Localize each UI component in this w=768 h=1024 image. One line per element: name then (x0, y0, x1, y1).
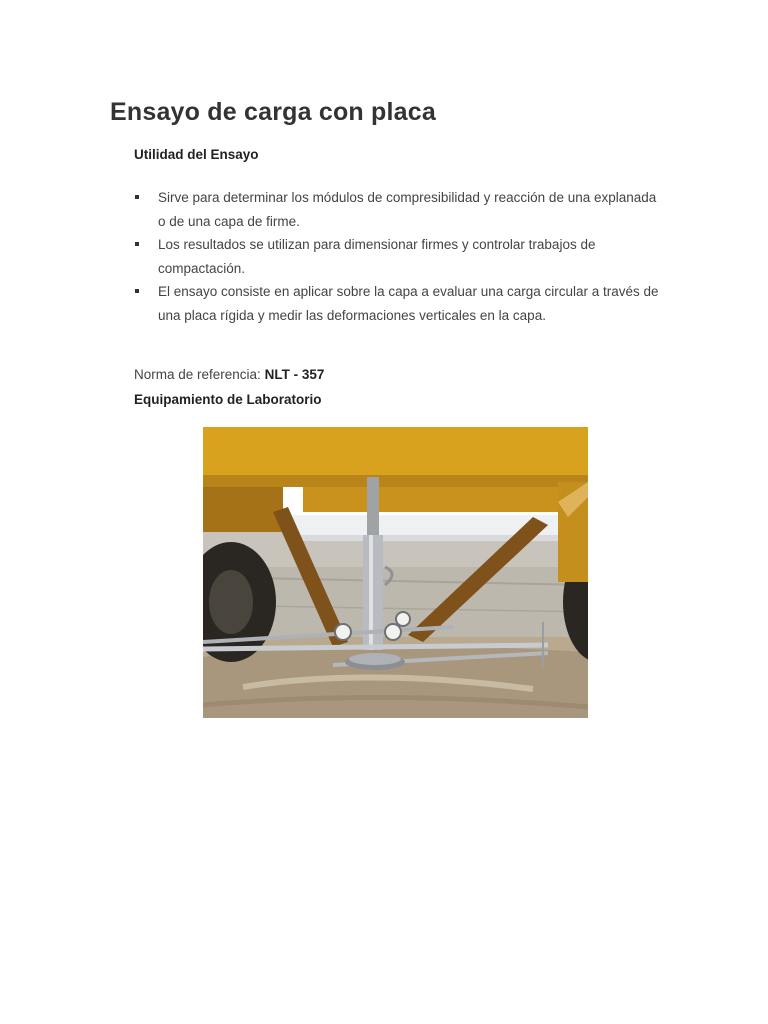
list-item (134, 233, 664, 280)
bullet-square-icon (135, 289, 139, 293)
list-item (134, 186, 664, 233)
list-item-text: Sirve para determinar los módulos de compresibilidad y reacción de una explanada o de una capa de firme. (158, 190, 657, 229)
bullet-square-icon (135, 195, 139, 199)
list-item-text: El ensayo consiste en aplicar sobre la capa a evaluar una carga circular a través de una placa rígida y medir las deformaciones verticales en la capa. (158, 284, 659, 323)
bullet-square-icon (135, 242, 139, 246)
section-heading-utilidad: Utilidad del Ensayo (134, 147, 259, 162)
list-item (134, 280, 664, 327)
utilidad-bullet-list (134, 186, 664, 327)
list-item-text: Los resultados se utilizan para dimensionar firmes y controlar trabajos de compactación. (158, 237, 596, 276)
norma-referencia (134, 367, 324, 382)
page-title: Ensayo de carga con placa (110, 98, 436, 126)
section-heading-equipamiento: Equipamiento de Laboratorio (134, 392, 322, 407)
norma-value: NLT - 357 (264, 367, 325, 382)
plate-load-test-equipment-photo (203, 427, 588, 718)
norma-label: Norma de referencia: (134, 367, 261, 382)
